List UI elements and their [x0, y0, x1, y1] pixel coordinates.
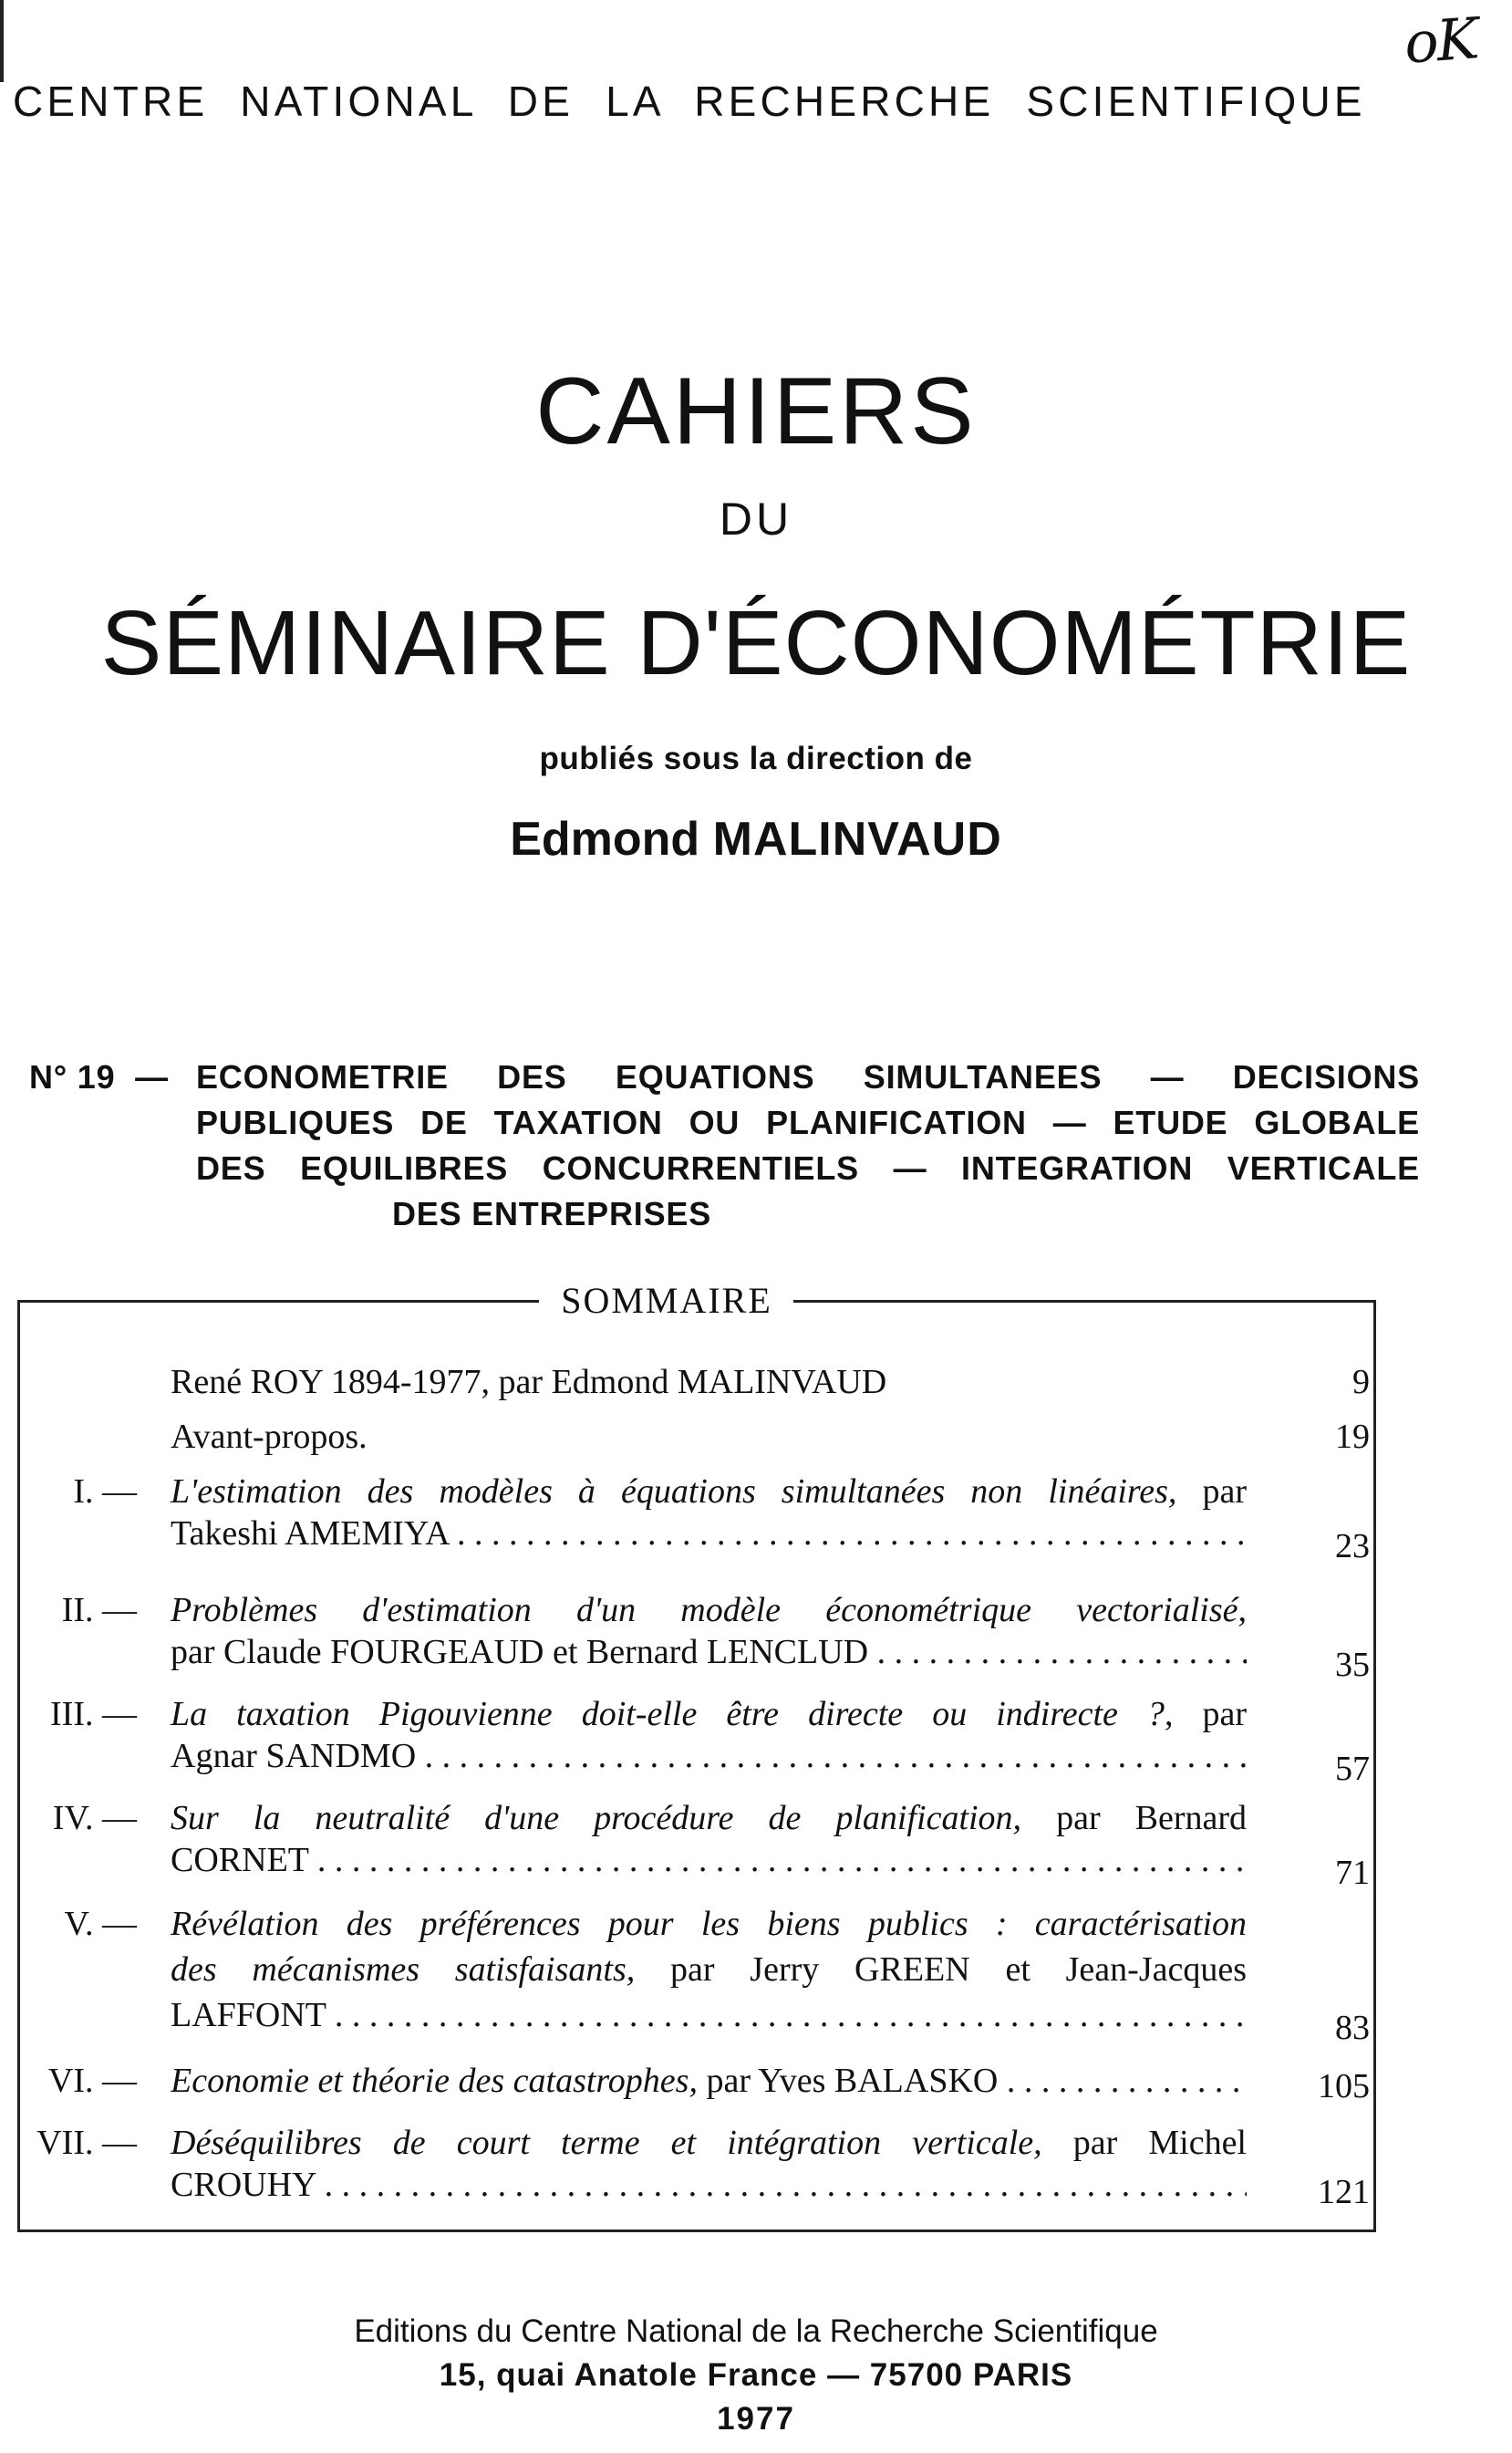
toc-entry-title-line-1: Révélation des préférences pour les biens publics : caractérisation — [171, 1905, 1247, 1943]
toc-entry-page: 105 — [1318, 2067, 1370, 2105]
scan-edge-mark — [0, 0, 4, 82]
publisher-address: 15, quai Anatole France — 75700 PARIS — [439, 2357, 1073, 2393]
toc-entry-author-line: LAFFONT . . . — [171, 1995, 1247, 2035]
toc-entry-number: IV. — — [52, 1799, 137, 1837]
toc-entry-author-line: par Claude FOURGEAUD et Bernard LENCLUD . . . — [171, 1632, 1247, 1672]
toc-entry-title-line-1: Déséquilibres de court terme et intégration verticale, par Michel — [171, 2124, 1247, 2162]
journal-title-seminaire: SÉMINAIRE D'ÉCONOMÉTRIE — [100, 592, 1412, 694]
issue-topics-line-2: PUBLIQUES DE TAXATION OU PLANIFICATION — ETUDE GLOBALE — [196, 1104, 1420, 1141]
toc-entry-number: VII. — — [36, 2124, 137, 2162]
editor-last-name: MALINVAUD — [712, 813, 1002, 866]
toc-entry-title-line-1: Economie et théorie des catastrophes, par Yves BALASKO . . . — [171, 2061, 1247, 2101]
issue-topics-line-4: DES ENTREPRISES — [391, 1195, 712, 1232]
toc-heading: SOMMAIRE — [561, 1280, 772, 1321]
table-of-contents — [17, 1300, 1376, 2232]
publication-year: 1977 — [717, 2401, 795, 2437]
toc-entry-title: Avant-propos. — [171, 1418, 368, 1456]
editor-first-name: Edmond — [510, 813, 700, 866]
toc-entry-number: I. — — [73, 1472, 137, 1511]
toc-entry-author-line: CORNET . . . — [171, 1840, 1247, 1880]
toc-entry-page: 71 — [1335, 1854, 1370, 1892]
publisher-name: Editions du Centre National de la Recherche Scientifique — [354, 2313, 1158, 2349]
toc-entry-number: VI. — — [47, 2062, 137, 2100]
toc-entry-title-line-1: Sur la neutralité d'une procédure de planification, par Bernard — [171, 1799, 1247, 1837]
toc-entry-author-line: CROUHY . . . — [171, 2165, 1247, 2205]
issue-topics-line-3: DES EQUILIBRES CONCURRENTIELS — INTEGRATION VERTICALE — [196, 1149, 1420, 1187]
toc-entry-author-line: Agnar SANDMO . . . — [171, 1736, 1247, 1776]
toc-entry-page: 83 — [1335, 2009, 1370, 2047]
issue-topics-line-1: ECONOMETRIE DES EQUATIONS SIMULTANEES — DECISIONS — [196, 1058, 1420, 1096]
toc-entry-number: II. — — [61, 1591, 137, 1629]
editor-name — [0, 812, 1512, 867]
institution-name: CENTRE NATIONAL DE LA RECHERCHE SCIENTIFIQUE — [13, 78, 1366, 125]
toc-entry-title-line-1: L'estimation des modèles à équations simultanées non linéaires, par — [171, 1472, 1248, 1511]
toc-entry-page: 57 — [1335, 1750, 1370, 1788]
toc-entry-page: 35 — [1335, 1646, 1370, 1684]
toc-entry-title: René ROY 1894-1977, par Edmond MALINVAUD — [171, 1363, 887, 1401]
toc-entry-page: 23 — [1335, 1527, 1370, 1565]
toc-entry-title-line-1: Problèmes d'estimation d'un modèle économétrique vectorialisé, — [171, 1591, 1247, 1629]
toc-entry-page: 121 — [1318, 2173, 1370, 2211]
handwritten-annotation: oK — [1402, 5, 1480, 77]
toc-entry-title-line-2: des mécanismes satisfaisants, par Jerry GREEN et Jean-Jacques — [171, 1950, 1247, 1989]
journal-title-du: DU — [719, 494, 793, 545]
toc-entry-page: 9 — [1352, 1363, 1370, 1401]
toc-entry-number: V. — — [64, 1905, 137, 1943]
toc-entry-page: 19 — [1335, 1418, 1370, 1456]
toc-entry-title-line-1: La taxation Pigouvienne doit-elle être directe ou indirecte ?, par — [171, 1695, 1247, 1733]
journal-title-cahiers: CAHIERS — [535, 359, 977, 464]
toc-entry-number: III. — — [50, 1695, 137, 1733]
direction-label: publiés sous la direction de — [539, 741, 973, 776]
toc-entry-author-line: Takeshi AMEMIYA . . . — [171, 1513, 1247, 1554]
issue-number: N° 19 — — [29, 1058, 169, 1096]
